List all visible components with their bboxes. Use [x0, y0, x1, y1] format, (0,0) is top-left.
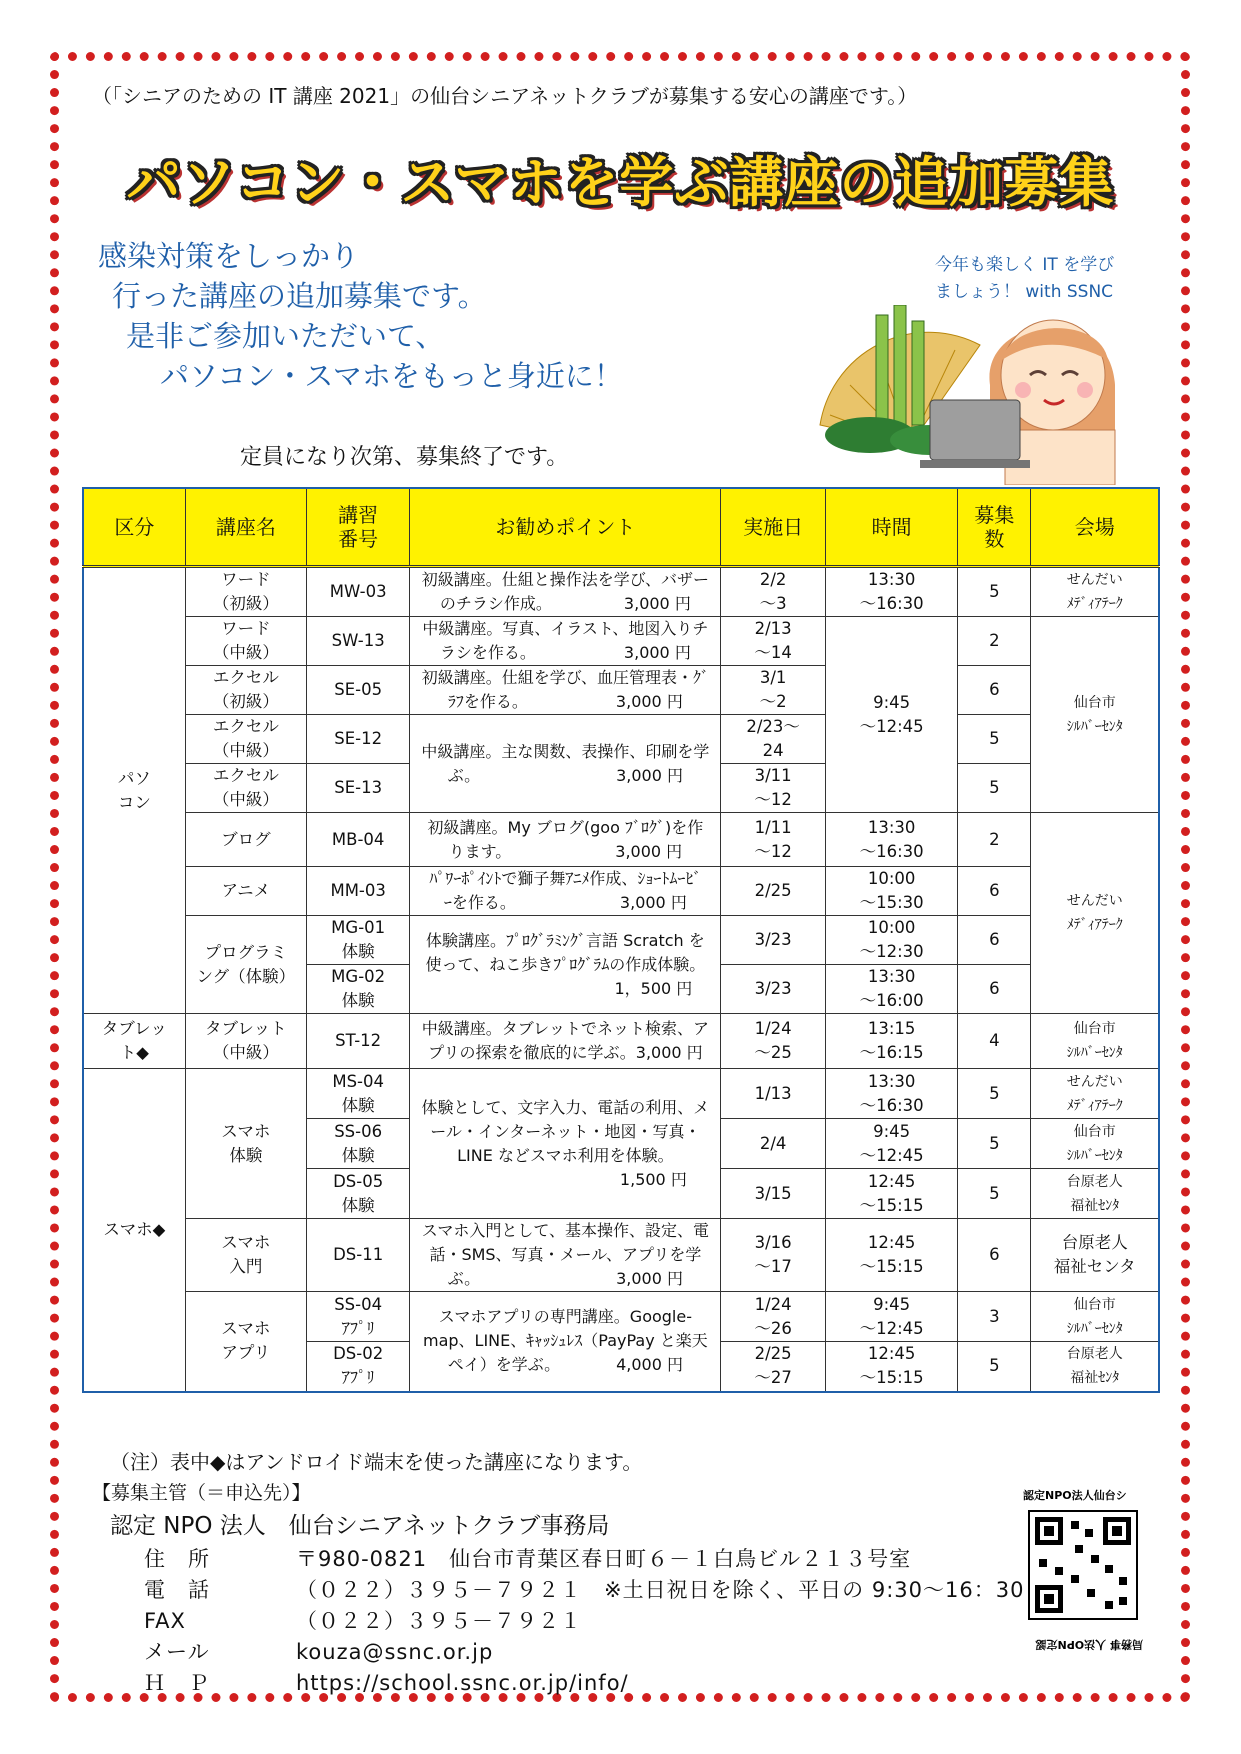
- point-cell: 初級講座。仕組と操作法を学び、バザー のチラシ作成。 3,000 円: [410, 567, 721, 617]
- capacity-cell: 5: [958, 567, 1031, 617]
- time-cell: 13:30 ～16:30: [825, 1069, 958, 1119]
- header-note: （「シニアのための IT 講座 2021」の仙台シニアネットクラブが募集する安心の講座です。）: [92, 84, 918, 108]
- code-cell: MS-04 体験: [307, 1069, 410, 1119]
- code-cell: SS-06 体験: [307, 1119, 410, 1169]
- bubble-line-2: ましょう！ with SSNC: [935, 282, 1114, 302]
- category-cell: スマホ◆: [83, 1069, 185, 1392]
- bubble-line-1: 今年も楽しく IT を学び: [935, 255, 1115, 275]
- table-row: [83, 1069, 1159, 1119]
- venue-cell: 仙台市 ｼﾙﾊﾞｰｾﾝﾀ: [1031, 1014, 1159, 1069]
- hp-row: [144, 1667, 629, 1697]
- table-row: [83, 867, 1159, 916]
- venue-cell: 台原老人 福祉ｾﾝﾀ: [1031, 1169, 1159, 1219]
- phone-label: 電 話: [144, 1578, 210, 1602]
- course-cell: スマホ アプリ: [185, 1292, 306, 1392]
- code-cell: MB-04: [307, 813, 410, 867]
- point-cell: 初級講座。仕組を学び、血圧管理表・ｸﾞ ﾗﾌを作る。 3,000 円: [410, 666, 721, 715]
- table-row: [83, 715, 1159, 764]
- lead-subtext: 定員になり次第、募集終了です。: [240, 445, 569, 470]
- header-code: 講習 番号: [307, 488, 410, 567]
- date-cell: 1/24 ～25: [721, 1014, 825, 1069]
- code-cell: SE-12: [307, 715, 410, 764]
- table-row: [83, 1014, 1159, 1069]
- header-capacity: 募集 数: [958, 488, 1031, 567]
- point-cell: 中級講座。タブレットでネット検索、ア プリの探索を徹底的に学ぶ。3,000 円: [410, 1014, 721, 1069]
- code-cell: MW-03: [307, 567, 410, 617]
- code-cell: SS-04 ｱﾌﾟﾘ: [307, 1292, 410, 1342]
- speech-bubble: [935, 252, 1155, 306]
- capacity-cell: 5: [958, 1069, 1031, 1119]
- time-cell: 12:45 ～15:15: [825, 1219, 958, 1292]
- venue-cell: 台原老人 福祉ｾﾝﾀ: [1031, 1342, 1159, 1392]
- date-cell: 2/2 ～3: [721, 567, 825, 617]
- code-cell: DS-02 ｱﾌﾟﾘ: [307, 1342, 410, 1392]
- capacity-cell: 5: [958, 715, 1031, 764]
- time-cell: 9:45 ～12:45: [825, 1119, 958, 1169]
- course-cell: ブログ: [185, 813, 306, 867]
- fax-row: [144, 1605, 582, 1635]
- table-header-row: [83, 488, 1159, 567]
- contact-heading: 【募集主管（＝申込先）】: [92, 1482, 311, 1504]
- date-cell: 3/15: [721, 1169, 825, 1219]
- capacity-cell: 6: [958, 867, 1031, 916]
- header-course: 講座名: [185, 488, 306, 567]
- capacity-cell: 6: [958, 666, 1031, 715]
- venue-cell: 仙台市 ｼﾙﾊﾞｰｾﾝﾀ: [1031, 1119, 1159, 1169]
- code-cell: DS-11: [307, 1219, 410, 1292]
- time-cell: 9:45 ～12:45: [825, 617, 958, 813]
- capacity-cell: 5: [958, 1342, 1031, 1392]
- header-category: 区分: [83, 488, 185, 567]
- woman-with-laptop-illustration: [810, 305, 1130, 485]
- date-cell: 3/23: [721, 916, 825, 965]
- time-cell: 12:45 ～15:15: [825, 1342, 958, 1392]
- capacity-cell: 5: [958, 1169, 1031, 1219]
- course-cell: プログラミ ング（体験）: [185, 916, 306, 1014]
- date-cell: 1/11 ～12: [721, 813, 825, 867]
- code-cell: SE-13: [307, 764, 410, 813]
- time-cell: 13:30 ～16:00: [825, 965, 958, 1014]
- date-cell: 2/4: [721, 1119, 825, 1169]
- page-title: パソコン・スマホを学ぶ講座の追加募集: [126, 151, 1115, 214]
- address-row: [144, 1543, 911, 1573]
- capacity-cell: 3: [958, 1292, 1031, 1342]
- capacity-cell: 5: [958, 764, 1031, 813]
- header-venue: 会場: [1031, 488, 1159, 567]
- table-row: [83, 617, 1159, 666]
- venue-cell: せんだい ﾒﾃﾞｨｱﾃｰｸ: [1031, 567, 1159, 617]
- fax-label: FAX: [144, 1609, 186, 1633]
- venue-cell: 仙台市 ｼﾙﾊﾞｰｾﾝﾀ: [1031, 617, 1159, 813]
- point-cell: 中級講座。主な関数、表操作、印刷を学 ぶ。 3,000 円: [410, 715, 721, 813]
- code-cell: SE-05: [307, 666, 410, 715]
- svg-text:認定NPO法人仙台シ: 認定NPO法人仙台シ: [1023, 1489, 1127, 1502]
- table-row: [83, 1219, 1159, 1292]
- fax-value: （０２２）３９５－７９２１: [296, 1609, 582, 1633]
- date-cell: 3/16 ～17: [721, 1219, 825, 1292]
- category-cell: パソ コン: [83, 567, 185, 1014]
- course-cell: ワード （中級）: [185, 617, 306, 666]
- venue-cell: せんだい ﾒﾃﾞｨｱﾃｰｸ: [1031, 813, 1159, 1014]
- lead-line-4: パソコン・スマホをもっと身近に！: [160, 359, 623, 393]
- header-date: 実施日: [721, 488, 825, 567]
- time-cell: 13:15 ～16:15: [825, 1014, 958, 1069]
- date-cell: 3/11 ～12: [721, 764, 825, 813]
- category-cell: タブレッ ト◆: [83, 1014, 185, 1069]
- capacity-cell: 6: [958, 1219, 1031, 1292]
- lead-line-2: 行った講座の追加募集です。: [112, 279, 487, 313]
- date-cell: 3/23: [721, 965, 825, 1014]
- capacity-cell: 4: [958, 1014, 1031, 1069]
- header-point: お勧めポイント: [410, 488, 721, 567]
- hp-label: Ｈ Ｐ: [144, 1671, 210, 1695]
- venue-cell: せんだい ﾒﾃﾞｨｱﾃｰｸ: [1031, 1069, 1159, 1119]
- table-note: （注）表中◆はアンドロイド端末を使った講座になります。: [110, 1450, 643, 1474]
- time-cell: 10:00 ～12:30: [825, 916, 958, 965]
- code-cell: ST-12: [307, 1014, 410, 1069]
- course-cell: エクセル （中級）: [185, 715, 306, 764]
- code-cell: MG-01 体験: [307, 916, 410, 965]
- point-cell: 体験講座。ﾌﾟﾛｸﾞﾗﾐﾝｸﾞ言語 Scratch を 使って、ねこ歩きﾌﾟﾛｸﾞﾗﾑの作成体験。 1，500 円: [410, 916, 721, 1014]
- time-cell: 13:30 ～16:30: [825, 567, 958, 617]
- mail-label: メール: [144, 1640, 210, 1664]
- date-cell: 2/23～ 24: [721, 715, 825, 764]
- date-cell: 1/24 ～26: [721, 1292, 825, 1342]
- lead-line-3: 是非ご参加いただいて、: [126, 319, 445, 353]
- course-cell: エクセル （中級）: [185, 764, 306, 813]
- time-cell: 12:45 ～15:15: [825, 1169, 958, 1219]
- code-cell: MG-02 体験: [307, 965, 410, 1014]
- course-cell: タブレット （中級）: [185, 1014, 306, 1069]
- mail-row: [144, 1636, 493, 1666]
- capacity-cell: 5: [958, 1119, 1031, 1169]
- organization-name: 認定 NPO 法人 仙台シニアネットクラブ事務局: [110, 1513, 610, 1539]
- lead-line-1: 感染対策をしっかり: [98, 239, 360, 273]
- header-time: 時間: [825, 488, 958, 567]
- course-cell: アニメ: [185, 867, 306, 916]
- date-cell: 2/25: [721, 867, 825, 916]
- table-row: [83, 666, 1159, 715]
- code-cell: SW-13: [307, 617, 410, 666]
- kadomatsu-bamboo-icon: [876, 305, 924, 425]
- phone-row: [144, 1574, 1024, 1604]
- point-cell: スマホ入門として、基本操作、設定、電 話・SMS、写真・メール、アプリを学 ぶ。 3,000 円: [410, 1219, 721, 1292]
- course-cell: ワード （初級）: [185, 567, 306, 617]
- table-row: [83, 1292, 1159, 1342]
- time-cell: 9:45 ～12:45: [825, 1292, 958, 1342]
- point-cell: ﾊﾟﾜｰﾎﾟｲﾝﾄで獅子舞ｱﾆﾒ作成、ｼｮｰﾄﾑｰﾋﾞ ｰを作る。 3,000 円: [410, 867, 721, 916]
- capacity-cell: 2: [958, 617, 1031, 666]
- course-table: [82, 487, 1160, 1393]
- date-cell: 2/25 ～27: [721, 1342, 825, 1392]
- point-cell: 中級講座。写真、イラスト、地図入りチ ラシを作る。 3,000 円: [410, 617, 721, 666]
- table-row: [83, 567, 1159, 617]
- date-cell: 3/1 ～2: [721, 666, 825, 715]
- capacity-cell: 6: [958, 965, 1031, 1014]
- phone-value: （０２２）３９５－７９２１ ※土日祝日を除く、平日の 9:30～16：30: [296, 1578, 1025, 1602]
- table-row: [83, 916, 1159, 965]
- date-cell: 2/13 ～14: [721, 617, 825, 666]
- point-cell: スマホアプリの専門講座。Google- map、LINE、ｷｬｯｼｭﾚｽ（PayPay と楽天 ペイ）を学ぶ。 4,000 円: [410, 1292, 721, 1392]
- date-cell: 1/13: [721, 1069, 825, 1119]
- address-label: 住 所: [144, 1547, 210, 1571]
- svg-text:局務事 人法OPN定認: 局務事 人法OPN定認: [1035, 1638, 1143, 1651]
- venue-cell: 仙台市 ｼﾙﾊﾞｰｾﾝﾀ: [1031, 1292, 1159, 1342]
- qr-code-block: [995, 1485, 1170, 1660]
- capacity-cell: 2: [958, 813, 1031, 867]
- mail-link[interactable]: kouza@ssnc.or.jp: [296, 1640, 494, 1664]
- code-cell: MM-03: [307, 867, 410, 916]
- time-cell: 13:30 ～16:30: [825, 813, 958, 867]
- capacity-cell: 6: [958, 916, 1031, 965]
- venue-cell: 台原老人 福祉センタ: [1031, 1219, 1159, 1292]
- point-cell: 体験として、文字入力、電話の利用、メ ール・インターネット・地図・写真・ LINE などスマホ利用を体験。 1,500 円: [410, 1069, 721, 1219]
- qr-code-icon[interactable]: [995, 1485, 1170, 1660]
- address-value: 〒980-0821 仙台市青葉区春日町６－１白鳥ビル２１３号室: [296, 1547, 912, 1571]
- code-cell: DS-05 体験: [307, 1169, 410, 1219]
- laptop-icon: [920, 400, 1030, 468]
- course-cell: スマホ 入門: [185, 1219, 306, 1292]
- table-row: [83, 813, 1159, 867]
- course-cell: エクセル （初級）: [185, 666, 306, 715]
- time-cell: 10:00 ～15:30: [825, 867, 958, 916]
- hp-link[interactable]: https://school.ssnc.or.jp/info/: [296, 1671, 629, 1695]
- course-cell: スマホ 体験: [185, 1069, 306, 1219]
- point-cell: 初級講座。My ブログ(goo ﾌﾞﾛｸﾞ)を作 ります。 3,000 円: [410, 813, 721, 867]
